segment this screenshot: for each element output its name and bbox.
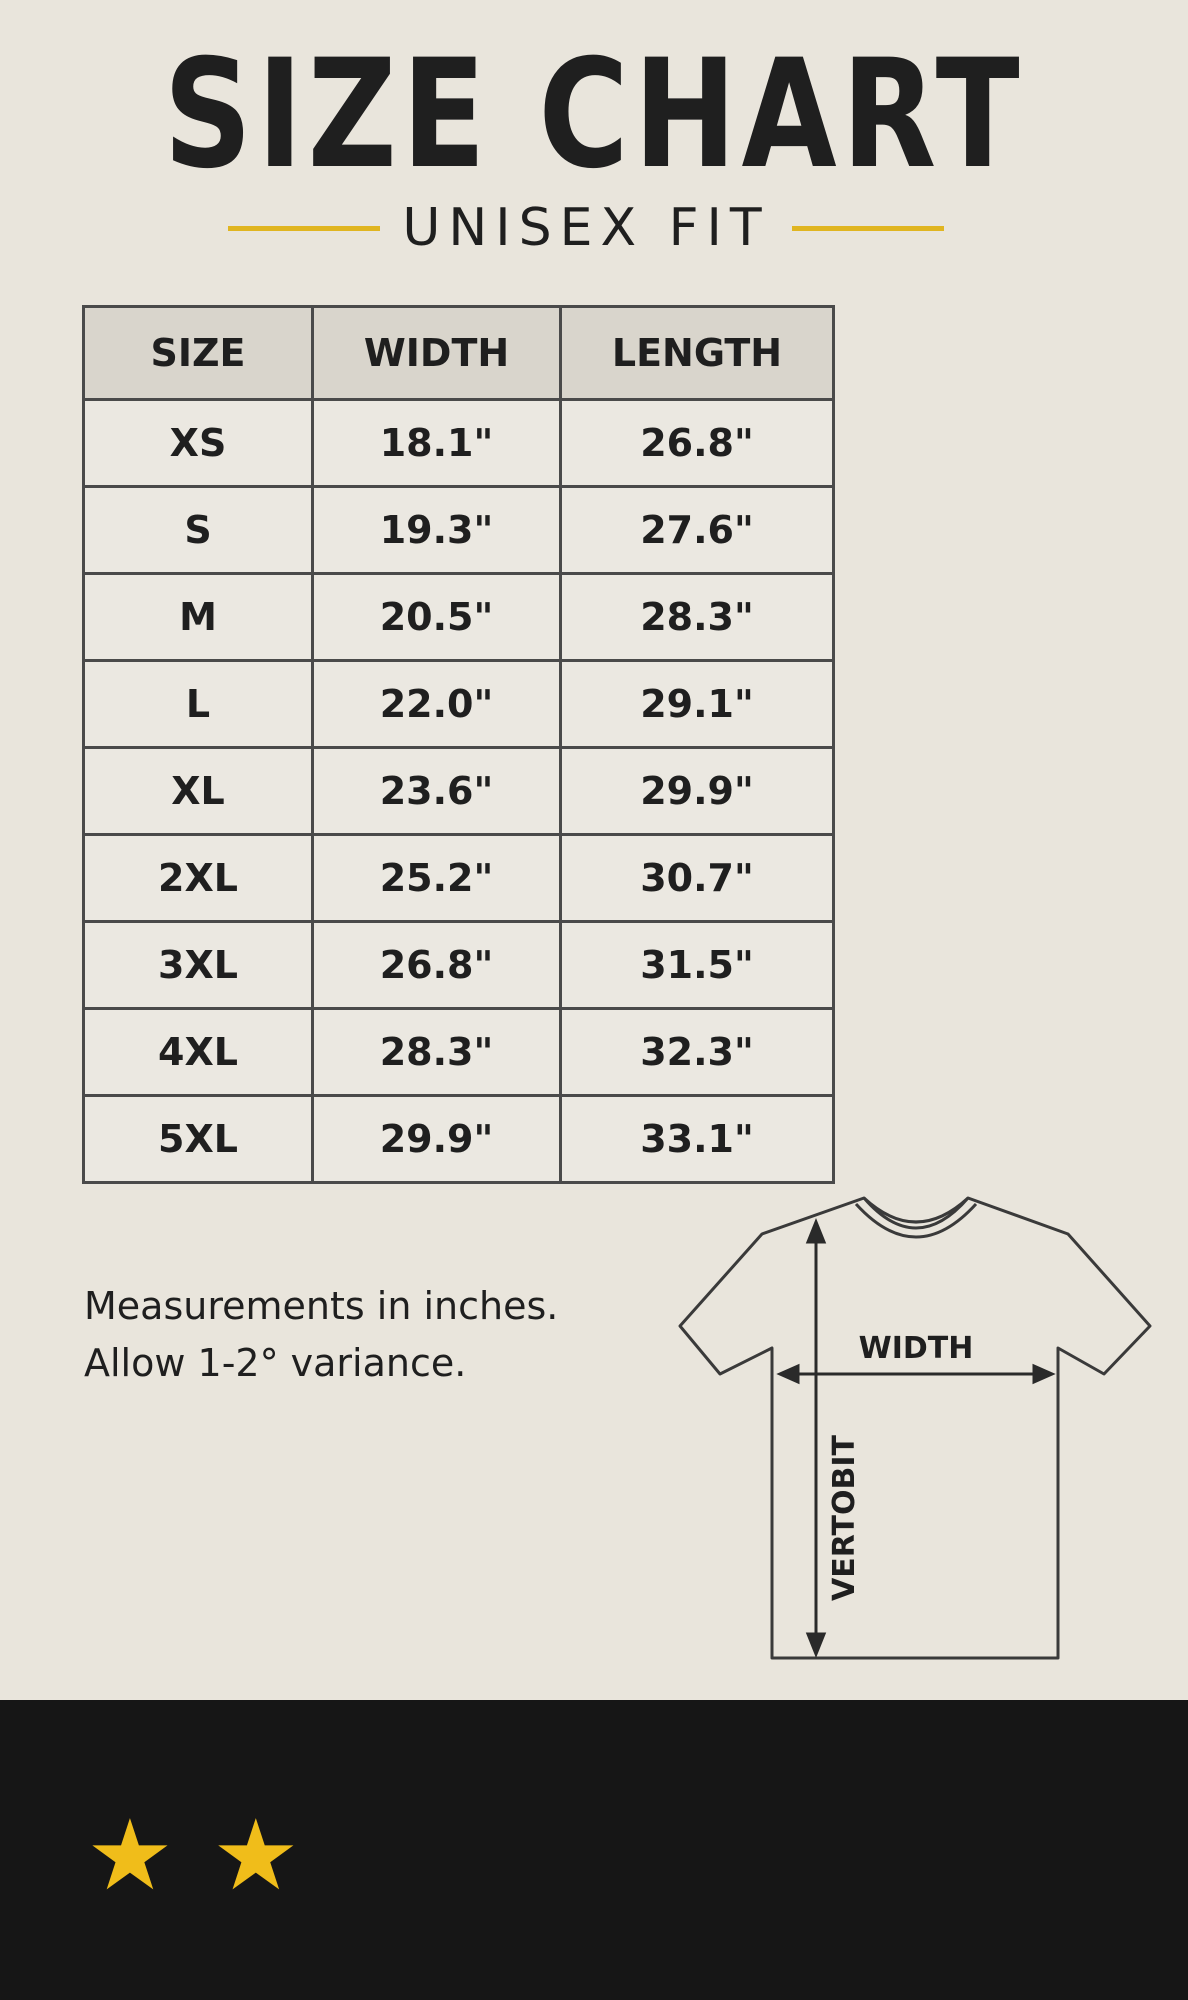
length-cell: 28.3" (561, 574, 834, 661)
width-arrow (780, 1366, 1052, 1382)
size-cell: 5XL (84, 1096, 313, 1183)
length-cell: 30.7" (561, 835, 834, 922)
header-length: LENGTH (561, 307, 834, 400)
table-row (84, 748, 834, 835)
width-cell: 22.0" (313, 661, 561, 748)
note-line-1: Measurements in inches. (84, 1284, 559, 1328)
size-cell: XL (84, 748, 313, 835)
length-arrow (808, 1222, 824, 1654)
header-width: WIDTH (313, 307, 561, 400)
length-cell: 31.5" (561, 922, 834, 1009)
width-cell: 20.5" (313, 574, 561, 661)
width-cell: 25.2" (313, 835, 561, 922)
size-cell: 3XL (84, 922, 313, 1009)
length-cell: 29.1" (561, 661, 834, 748)
table-row (84, 922, 834, 1009)
header-size: SIZE (84, 307, 313, 400)
page-subtitle: UNISEX FIT (402, 198, 770, 258)
tshirt-outline (680, 1198, 1150, 1658)
width-cell: 28.3" (313, 1009, 561, 1096)
width-cell: 23.6" (313, 748, 561, 835)
width-cell: 19.3" (313, 487, 561, 574)
width-cell: 18.1" (313, 400, 561, 487)
length-cell: 32.3" (561, 1009, 834, 1096)
size-cell: 2XL (84, 835, 313, 922)
width-cell: 29.9" (313, 1096, 561, 1183)
table-row (84, 400, 834, 487)
width-cell: 26.8" (313, 922, 561, 1009)
size-cell: L (84, 661, 313, 748)
width-label: WIDTH (858, 1331, 974, 1366)
size-cell: M (84, 574, 313, 661)
table-row (84, 1009, 834, 1096)
star-icon: ★ (86, 1800, 174, 1910)
subtitle-row (228, 198, 944, 258)
length-cell: 29.9" (561, 748, 834, 835)
length-cell: 27.6" (561, 487, 834, 574)
length-label: VERTOBIT (827, 1435, 862, 1601)
star-rating (86, 1800, 300, 1910)
size-cell: XS (84, 400, 313, 487)
table-row (84, 835, 834, 922)
measurement-note (84, 1278, 558, 1392)
note-line-2: Allow 1-2° variance. (84, 1341, 467, 1385)
size-cell: 4XL (84, 1009, 313, 1096)
table-row (84, 574, 834, 661)
table-row (84, 1096, 834, 1183)
length-cell: 33.1" (561, 1096, 834, 1183)
table-row (84, 661, 834, 748)
size-table (82, 305, 835, 1184)
length-cell: 26.8" (561, 400, 834, 487)
left-divider (228, 226, 380, 231)
table-row (84, 487, 834, 574)
size-cell: S (84, 487, 313, 574)
table-header-row (84, 307, 834, 400)
page-title: SIZE CHART (163, 28, 1025, 202)
tshirt-diagram (672, 1188, 1158, 1670)
right-divider (792, 226, 944, 231)
star-icon: ★ (211, 1800, 300, 1910)
